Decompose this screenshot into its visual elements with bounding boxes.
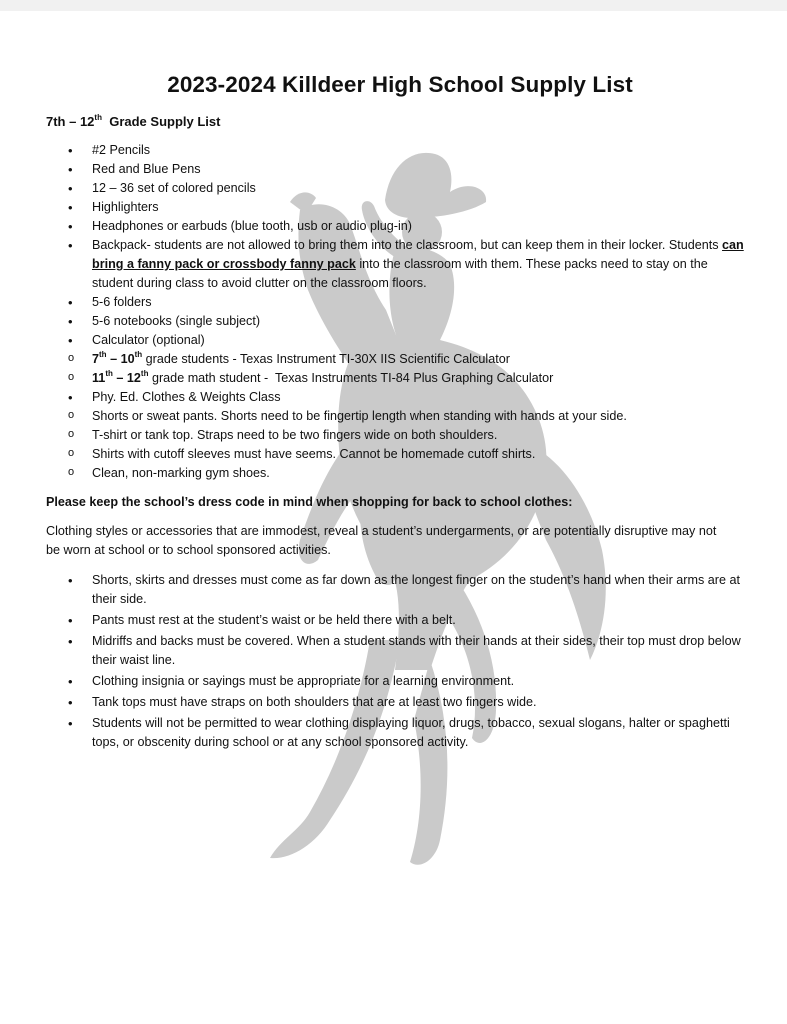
- pe-heading: Phy. Ed. Clothes & Weights Class: [92, 390, 281, 404]
- calculator-list: [46, 350, 746, 388]
- grade-from: 11: [92, 371, 106, 385]
- grade-to: 10: [120, 352, 135, 366]
- supply-item: • Red and Blue Pens: [46, 160, 746, 179]
- backpack-text-before: Backpack- students are not allowed to bring them into the classroom, but can keep them in their locker. Students: [92, 238, 723, 252]
- dress-rule: • Midriffs and backs must be covered. When a student stands with their hands at their sides, their top must drop below their waist line.: [46, 632, 746, 670]
- supply-item: • Headphones or earbuds (blue tooth, usb or audio plug-in): [46, 217, 746, 236]
- supply-item: • 5-6 notebooks (single subject): [46, 312, 746, 331]
- dress-rule: • Tank tops must have straps on both shoulders that are at least two fingers wide.: [46, 693, 746, 712]
- supply-item: • #2 Pencils: [46, 141, 746, 160]
- page-title: 2023-2024 Killdeer High School Supply List: [167, 72, 633, 97]
- grade-heading-prefix: 7th – 12: [46, 114, 95, 129]
- dress-code-intro: Clothing styles or accessories that are immodest, reveal a student’s undergarments, or are potentially disruptive may not be worn at school or to school sponsored activities.: [46, 524, 717, 557]
- grade-to-sup: th: [140, 368, 149, 378]
- calculator-description: grade students - Texas Instrument TI-30X IIS Scientific Calculator: [142, 352, 510, 366]
- backpack-text-after: into the classroom with them. These packs need to stay on the student during class to avoid clutter on the classroom floors.: [92, 257, 708, 290]
- supply-item: • 5-6 folders: [46, 293, 746, 312]
- grade-to: 12: [126, 371, 141, 385]
- grade-from: 7: [92, 352, 100, 366]
- document-page: [46, 70, 746, 754]
- pe-item: o T-shirt or tank top. Straps need to be two fingers wide on both shoulders.: [46, 426, 746, 445]
- top-bar: [0, 0, 787, 11]
- dress-code-heading: Please keep the school’s dress code in mind when shopping for back to school clothes:: [46, 495, 573, 509]
- dress-rule: • Students will not be permitted to wear clothing displaying liquor, drugs, tobacco, sexual slogans, halter or spaghetti tops, or obscenity during school or at any school sponsored activity.: [46, 714, 746, 752]
- supply-item-pe: [46, 388, 746, 483]
- supply-item-calculator: [46, 331, 746, 388]
- supply-item: • 12 – 36 set of colored pencils: [46, 179, 746, 198]
- calculator-label: Calculator (optional): [92, 333, 205, 347]
- pe-item: o Shorts or sweat pants. Shorts need to be fingertip length when standing with hands at your side.: [46, 407, 746, 426]
- dress-rule: • Clothing insignia or sayings must be appropriate for a learning environment.: [46, 672, 746, 691]
- grade-dash: –: [112, 371, 127, 385]
- calculator-item: [46, 369, 746, 388]
- grade-to-sup: th: [134, 349, 143, 359]
- grade-heading: [46, 112, 746, 131]
- grade-heading-suffix: Grade Supply List: [101, 114, 221, 129]
- grade-from-sup: th: [99, 349, 107, 359]
- pe-item: o Shirts with cutoff sleeves must have seems. Cannot be homemade cutoff shirts.: [46, 445, 746, 464]
- grade-from-sup: th: [105, 368, 113, 378]
- calculator-item: [46, 350, 746, 369]
- supply-item: • Highlighters: [46, 198, 746, 217]
- dress-rule: • Shorts, skirts and dresses must come as far down as the longest finger on the student’s hand when their arms are at their side.: [46, 571, 746, 609]
- supply-item-backpack: [46, 236, 746, 293]
- backpack-emphasis: can bring a fanny pack or crossbody fanny pack: [92, 238, 744, 271]
- grade-dash: –: [106, 352, 121, 366]
- dress-rule: • Pants must rest at the student’s waist or be held there with a belt.: [46, 611, 746, 630]
- calculator-description: grade math student - Texas Instruments TI-84 Plus Graphing Calculator: [148, 371, 554, 385]
- grade-heading-sup: th: [94, 112, 102, 122]
- supply-list: [46, 141, 746, 483]
- dress-code-list: [46, 571, 746, 752]
- pe-item: o Clean, non-marking gym shoes.: [46, 464, 746, 483]
- pe-list: [46, 407, 746, 483]
